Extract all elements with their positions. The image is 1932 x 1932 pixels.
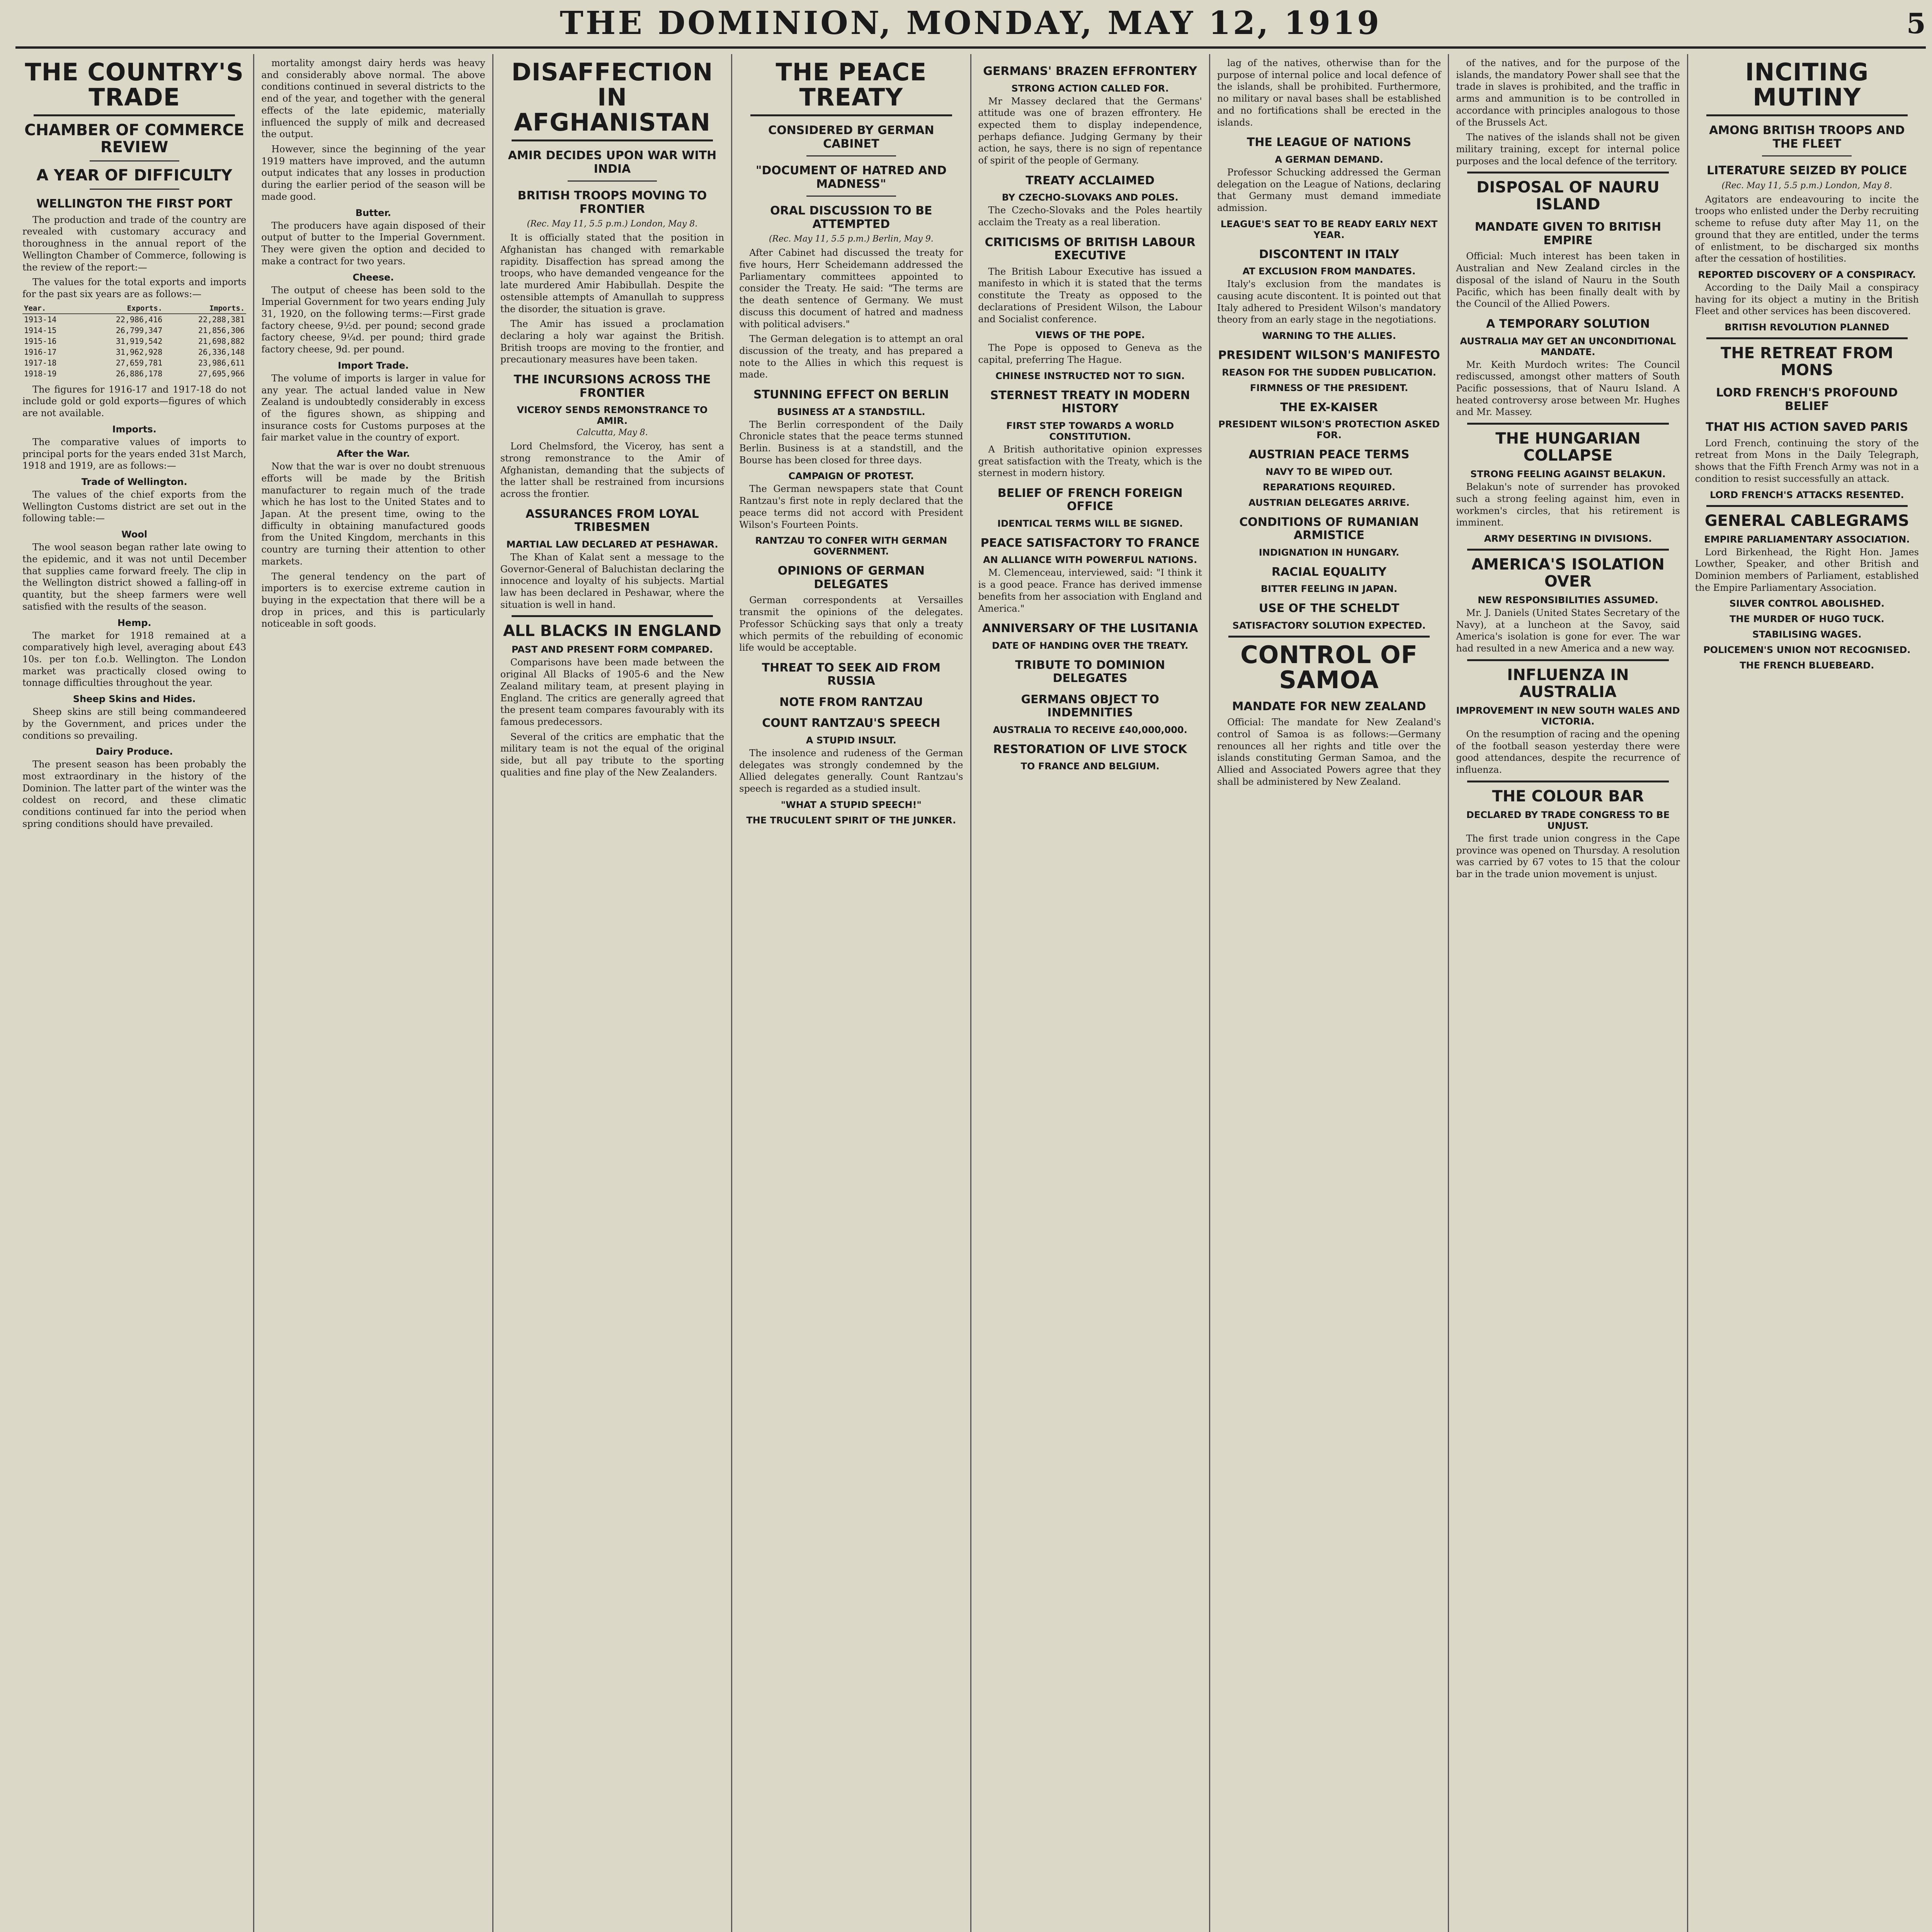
column-6 [1210,54,1449,1932]
page-number: 5 [1906,7,1926,40]
article-paragraph: However, since the beginning of the year 1919 matters have improved, and the autumn output indicates that any losses in production during the earlier period of the season will be made good. [261,144,485,202]
article-paragraph: The comparative values of imports to principal ports for the years ended 31st March, 1918 and 1919, are as follows:— [22,436,247,471]
article-paragraph: of the natives, and for the purpose of the islands, the mandatory Power shall see that the trade in slaves is prohibited, and the traffic in arms and ammunition is to be controlled in accordance with principles analogous to those of the Brussels Act. [1456,58,1680,128]
section-heading: STRONG ACTION CALLED FOR. [1011,83,1169,94]
article-paragraph: Lord French, continuing the story of the retreat from Mons in the Daily Telegraph, shows that the Fifth French Army was not in a condition to resist successfully an attack. [1695,437,1919,484]
section-heading: WARNING TO THE ALLIES. [1262,330,1396,342]
divider [1228,636,1430,638]
subheadline: THREAT TO SEEK AID FROM RUSSIA [762,661,940,688]
subheadline: AUSTRIAN PEACE TERMS [1248,448,1410,462]
table-cell: 22,986,416 [116,315,163,324]
section-heading: BUSINESS AT A STANDSTILL. [777,406,925,417]
article-paragraph: The output of cheese has been sold to the Imperial Government for two years ending July 31, 1920, on the following terms:—First grade factory cheese, 9½d. per pound; second grade factory cheese, 9¼d. per pound; third grade factory cheese, 9d. per pound. [261,284,485,355]
table-cell: 1916-17 [24,347,57,357]
section-heading: NAVY TO BE WIPED OUT. [1265,466,1393,477]
section-heading: REPORTED DISCOVERY OF A CONSPIRACY. [1698,269,1916,280]
article-paragraph: The Czecho-Slovaks and the Poles heartily acclaim the Treaty as a real liberation. [978,205,1202,228]
section-heading: REPARATIONS REQUIRED. [1263,481,1396,493]
article-paragraph: Official: Much interest has been taken in Australian and New Zealand circles in the disposal of the island of Nauru in the South Pacific, which has been finally dealt with by the Council of the Allied Powers. [1456,251,1680,310]
divider [1706,114,1908,116]
section-heading: Wool [121,529,148,540]
table-header: Exports. [82,303,164,314]
subheadline: A TEMPORARY SOLUTION [1486,317,1650,331]
article-paragraph: The Khan of Kalat sent a message to the Governor-General of Baluchistan declaring the innocence and loyalty of his subjects. Martial law has been declared in Peshawar, where the situation is well in hand. [500,551,724,610]
dateline: (Rec. May 11, 5.5 p.m.) London, May 8. [527,219,698,229]
dateline: (Rec. May 11, 5.5 p.m.) Berlin, May 9. [769,234,934,244]
article-paragraph: The British Labour Executive has issued a manifesto in which it is stated that the terms constitute the Treaty as opposed to the declarations of President Wilson, the Labour and Socialist conference. [978,266,1202,325]
section-heading: LORD FRENCH'S ATTACKS RESENTED. [1709,489,1904,500]
table-header-row [22,303,246,314]
section-heading: BY CZECHO-SLOVAKS AND POLES. [1002,192,1179,203]
article-paragraph: German correspondents at Versailles transmit the opinions of the delegates. Professor Schücking says that only a treaty which permits of the rebuilding of economic life would be acceptable. [739,595,963,653]
divider [512,615,713,617]
section-heading: TO FRANCE AND BELGIUM. [1020,761,1160,772]
subheadline: PEACE SATISFACTORY TO FRANCE [980,536,1200,550]
article-paragraph: Agitators are endeavouring to incite the troops who enlisted under the Derby recruiting scheme to refuse duty after May 11, on the ground that they are entitled, under the terms of enlistment, to be discharged six months after the cessation of hostilities. [1695,194,1919,264]
subheadline: CONSIDERED BY GERMAN CABINET [768,124,934,151]
section-heading: AUSTRALIA TO RECEIVE £40,000,000. [993,724,1187,735]
section-heading: After the War. [337,448,410,459]
headline: THE RETREAT FROM MONS [1721,344,1893,379]
column-2 [254,54,493,1932]
table-row [22,336,246,347]
article-paragraph: The German newspapers state that Count Rantzau's first note in reply declared that the peace terms did not accord with President Wilson's Fourteen Points. [739,483,963,530]
table-row [22,368,246,379]
subheadline: RACIAL EQUALITY [1271,565,1387,579]
section-heading: IDENTICAL TERMS WILL BE SIGNED. [997,518,1183,529]
divider [90,160,179,162]
subheadline: TRIBUTE TO DOMINION DELEGATES [1015,658,1165,685]
table-cell: 26,336,148 [198,347,245,357]
table-row [22,325,246,336]
divider [1706,337,1908,339]
article-paragraph: On the resumption of racing and the opening of the football season yesterday there were good attendances, despite the recurrence of influenza. [1456,728,1680,776]
article-paragraph: Lord Chelmsford, the Viceroy, has sent a strong remonstrance to the Amir of Afghanistan, demanding that the subjects of the latter shall be restrained from incursions across the frontier. [500,441,724,500]
article-paragraph: Professor Schucking addressed the German delegation on the League of Nations, declaring that Germany must demand immediate admission. [1217,167,1441,213]
article-paragraph: Mr. J. Daniels (United States Secretary of the Navy), at a luncheon at the Savoy, said America's isolation is gone for ever. The war had resulted in a new America and a new way. [1456,607,1680,654]
section-heading: Butter. [355,207,391,218]
subheadline: "DOCUMENT OF HATRED AND MADNESS" [755,164,947,191]
article-paragraph: Lord Birkenhead, the Right Hon. James Lowther, Speaker, and other British and Dominion members of Parliament, established the Empire Parliamentary Association. [1695,546,1919,593]
dateline: Calcutta, May 8. [577,428,648,438]
section-heading: DECLARED BY TRADE CONGRESS TO BE UNJUST. [1466,809,1670,831]
divider [568,180,657,182]
section-heading: NEW RESPONSIBILITIES ASSUMED. [1478,595,1658,606]
article-paragraph: Belakun's note of surrender has provoked such a strong feeling against him, even in workmen's circles, that his retirement is imminent. [1456,481,1680,528]
article-paragraph: Several of the critics are emphatic that the military team is not the equal of the original side, but all pay tribute to the sporting qualities and fine play of the New Zealanders. [500,731,724,778]
subheadline: BELIEF OF FRENCH FOREIGN OFFICE [997,486,1183,514]
table-cell: 26,886,178 [116,369,163,378]
subheadline: MANDATE FOR NEW ZEALAND [1232,699,1426,713]
table-cell: 31,919,542 [116,336,163,346]
section-heading: ARMY DESERTING IN DIVISIONS. [1484,533,1652,544]
table-cell: 31,962,928 [116,347,163,357]
subheadline: MANDATE GIVEN TO BRITISH EMPIRE [1475,220,1662,247]
article-paragraph: The values for the total exports and imports for the past six years are as follows:— [22,277,247,299]
section-heading: INDIGNATION IN HUNGARY. [1259,547,1400,558]
section-heading: PAST AND PRESENT FORM COMPARED. [511,644,713,655]
article-paragraph: Now that the war is over no doubt strenuous efforts will be made by the British manufacturer to regain much of the trade which he has lost to the United States and to Japan. At the present time, owing to the difficulty in obtaining manufactured goods from the United Kingdom, merchants in this country are turning their attention to other markets. [261,461,485,567]
subheadline: ANNIVERSARY OF THE LUSITANIA [982,622,1198,636]
headline: AMERICA'S ISOLATION OVER [1471,556,1665,591]
subheadline: RESTORATION OF LIVE STOCK [993,742,1187,756]
headline: THE PEACE TREATY [776,58,927,112]
section-heading: AT EXCLUSION FROM MANDATES. [1242,266,1416,277]
article-paragraph: The market for 1918 remained at a comparatively high level, averaging about £43 10s. per ton f.o.b. Wellington. The London market was practically closed owing to tonnage difficulties throughout the year. [22,630,247,689]
subheadline: CRITICISMS OF BRITISH LABOUR EXECUTIVE [985,235,1196,263]
divider [750,114,952,116]
table-cell: 27,659,781 [116,358,163,367]
table-cell: 1918-19 [24,369,57,378]
subheadline: OPINIONS OF GERMAN DELEGATES [777,564,925,591]
section-heading: A STUPID INSULT. [806,735,896,746]
subheadline: DISCONTENT IN ITALY [1259,247,1399,261]
headline: THE COUNTRY'S TRADE [25,58,244,112]
divider [1467,781,1668,782]
article-paragraph: The German delegation is to attempt an oral discussion of the treaty, and has prepared a note to the Allies in which this request is made. [739,333,963,380]
section-heading: Trade of Wellington. [81,476,187,488]
divider [90,189,179,190]
subheadline: GERMANS OBJECT TO INDEMNITIES [1021,692,1159,720]
divider [806,196,896,197]
section-heading: BITTER FEELING IN JAPAN. [1260,583,1398,595]
article-paragraph: lag of the natives, otherwise than for the purpose of internal police and local defence of the islands, shall be prohibited. Furthermore, no military or naval bases shall be established and no fortifications shall be erected in the islands. [1217,58,1441,128]
subheadline: PRESIDENT WILSON'S MANIFESTO [1218,349,1440,362]
article-paragraph: The production and trade of the country are revealed with customary accuracy and thoroughness in the annual report of the Wellington Chamber of Commerce, following is the review of the report:— [22,214,247,273]
subheadline: AMIR DECIDES UPON WAR WITH INDIA [508,149,717,176]
section-heading: LEAGUE'S SEAT TO BE READY EARLY NEXT YEAR. [1220,218,1438,240]
headline: THE HUNGARIAN COLLAPSE [1495,430,1641,465]
section-heading: AUSTRALIA MAY GET AN UNCONDITIONAL MANDATE. [1460,335,1676,357]
headline: CONTROL OF SAMOA [1240,640,1418,694]
table-cell: 1915-16 [24,336,57,346]
headline: GENERAL CABLEGRAMS [1704,512,1909,530]
article-paragraph: The figures for 1916-17 and 1917-18 do not include gold or gold exports—figures of which are not available. [22,384,247,419]
article-paragraph: M. Clemenceau, interviewed, said: "I think it is a good peace. France has derived immense benefits from her association with England and America." [978,567,1202,614]
table-cell: 21,698,882 [198,336,245,346]
table-row [22,347,246,357]
trade-table [22,303,246,379]
article-paragraph: The Berlin correspondent of the Daily Chronicle states that the peace terms stunned Berlin. Business is at a standstill, and the Bourse has been closed for three days. [739,419,963,466]
subheadline: CHAMBER OF COMMERCE REVIEW [24,121,245,156]
section-heading: STABILISING WAGES. [1752,629,1862,640]
subheadline: ASSURANCES FROM LOYAL TRIBESMEN [526,507,699,534]
subheadline: NOTE FROM RANTZAU [779,695,923,709]
section-heading: STRONG FEELING AGAINST BELAKUN. [1470,469,1666,480]
article-paragraph: The Pope is opposed to Geneva as the capital, preferring The Hague. [978,342,1202,366]
article-paragraph: The general tendency on the part of importers is to exercise extreme caution in buying in the expectation that there will be a drop in prices, and this is particularly noticeable in soft goods. [261,571,485,629]
section-heading: BRITISH REVOLUTION PLANNED [1725,322,1889,333]
headline: DISAFFECTION IN AFGHANISTAN [511,58,713,137]
subheadline: STERNEST TREATY IN MODERN HISTORY [990,388,1190,416]
subheadline: THE EX-KAISER [1280,400,1378,414]
headline: INFLUENZA IN AUSTRALIA [1507,666,1629,701]
article-paragraph: The present season has been probably the most extraordinary in the history of the Dominion. The latter part of the winter was the coldest on record, and these climatic conditions continued far into the period when spring conditions should have prevailed. [22,759,247,829]
divider [512,139,713,141]
article-paragraph: Mr Massey declared that the Germans' attitude was one of brazen effrontery. He expected them to display independence, perhaps defiance. Judging Germany by their action, he says, there is no sign of repentance of spirit of the people of Germany. [978,95,1202,166]
column-5 [971,54,1210,1932]
table-cell: 21,856,306 [198,325,245,335]
article-paragraph: According to the Daily Mail a conspiracy having for its object a mutiny in the British Fleet and other services has been discovered. [1695,282,1919,317]
section-heading: PRESIDENT WILSON'S PROTECTION ASKED FOR. [1218,419,1440,441]
section-heading: DATE OF HANDING OVER THE TREATY. [992,640,1189,651]
section-heading: CHINESE INSTRUCTED NOT TO SIGN. [995,370,1185,381]
table-cell: 1913-14 [24,315,57,324]
section-heading: IMPROVEMENT IN NEW SOUTH WALES AND VICTORIA. [1456,705,1680,727]
subheadline: LITERATURE SEIZED BY POLICE [1707,164,1907,178]
section-heading: Cheese. [352,272,394,283]
section-heading: RANTZAU TO CONFER WITH GERMAN GOVERNMENT. [755,535,947,557]
divider [806,155,896,156]
section-heading: VICEROY SENDS REMONSTRANCE TO AMIR. [517,405,708,427]
newspaper-title: THE DOMINION, MONDAY, MAY 12, 1919 [560,5,1382,42]
article-paragraph: The Amir has issued a proclamation declaring a holy war against the British. British troops are moving to the frontier, and precautionary measures have been taken. [500,318,724,365]
section-heading: SILVER CONTROL ABOLISHED. [1729,598,1884,609]
article-paragraph: Sheep skins are still being commandeered by the Government, and prices under the conditions so prevailing. [22,706,247,741]
section-heading: POLICEMEN'S UNION NOT RECOGNISED. [1703,645,1911,656]
divider [1467,549,1668,551]
section-heading: MARTIAL LAW DECLARED AT PESHAWAR. [506,539,718,550]
article-paragraph: Mr. Keith Murdoch writes: The Council rediscussed, amongst other matters of South Pacific possessions, that of Nauru Island. A heated controversy arose between Mr. Hughes and Mr. Massey. [1456,359,1680,418]
article-paragraph: Italy's exclusion from the mandates is causing acute discontent. It is pointed out that Italy adhered to President Wilson's mandatory theory from an early stage in the negotiations. [1217,279,1441,325]
section-heading: EMPIRE PARLIAMENTARY ASSOCIATION. [1704,534,1910,545]
section-heading: THE MURDER OF HUGO TUCK. [1730,614,1884,625]
table-cell: 23,986,611 [198,358,245,367]
headline: THE COLOUR BAR [1492,787,1644,805]
table-cell: 1914-15 [24,325,57,335]
section-heading: Sheep Skins and Hides. [73,694,196,705]
table-cell: 22,288,381 [198,315,245,324]
section-heading: Imports. [112,423,156,435]
dateline: (Rec. May 11, 5.5 p.m.) London, May 8. [1721,180,1893,190]
headline: DISPOSAL OF NAURU ISLAND [1476,179,1660,214]
article-paragraph: Official: The mandate for New Zealand's control of Samoa is as follows:—Germany renounces all her rights and title over the islands constituting German Samoa, and the Allied and Associated Powers agree that they shall be administered by New Zealand. [1217,717,1441,787]
subheadline: AMONG BRITISH TROOPS AND THE FLEET [1709,124,1905,151]
divider [1467,659,1668,661]
article-paragraph: The insolence and rudeness of the German delegates was strongly condemned by the Allied delegates generally. Count Rantzau's speech is regarded as a studied insult. [739,747,963,794]
table-cell: 27,695,966 [198,369,245,378]
section-heading: FIRST STEP TOWARDS A WORLD CONSTITUTION. [1006,420,1174,442]
subheadline: THE INCURSIONS ACROSS THE FRONTIER [514,373,711,400]
subheadline: THAT HIS ACTION SAVED PARIS [1706,420,1908,434]
subheadline: TREATY ACCLAIMED [1026,173,1155,187]
column-1 [15,54,254,1932]
subheadline: GERMANS' BRAZEN EFFRONTERY [983,65,1197,78]
table-cell: 1917-18 [24,358,57,367]
subheadline: WELLINGTON THE FIRST PORT [36,197,233,211]
table-header: Year. [22,303,82,314]
column-4 [732,54,971,1932]
section-heading: A GERMAN DEMAND. [1275,154,1383,165]
section-heading: FIRMNESS OF THE PRESIDENT. [1250,382,1408,393]
subheadline: A YEAR OF DIFFICULTY [36,167,233,185]
column-8 [1688,54,1926,1932]
article-paragraph: The volume of imports is larger in value for any year. The actual landed value in New Zealand is undoubtedly considerably in excess of the figures shown, as shipping and insurance costs for Customs purposes at the fair market value in the country of export. [261,372,485,443]
subheadline: USE OF THE SCHELDT [1259,602,1400,616]
article-paragraph: The producers have again disposed of their output of butter to the Imperial Government. They were given the option and decided to make a contract for two years. [261,220,485,267]
article-paragraph: The first trade union congress in the Cape province was opened on Thursday. A resolution was carried by 67 votes to 15 that the colour bar in the trade union movement is unjust. [1456,833,1680,879]
subheadline: ORAL DISCUSSION TO BE ATTEMPTED [770,204,932,231]
table-row [22,357,246,368]
column-7 [1449,54,1688,1932]
section-heading: THE FRENCH BLUEBEARD. [1740,660,1874,671]
article-paragraph: The wool season began rather late owing to the epidemic, and it was not until December that supplies came forward freely. The clip in the Wellington district showed a falling-off in quantity, but the sheep farmers were well satisfied with the results of the season. [22,542,247,612]
article-paragraph: A British authoritative opinion expresses great satisfaction with the Treaty, which is the sternest in modern history. [978,444,1202,479]
subheadline: CONDITIONS OF RUMANIAN ARMISTICE [1239,515,1419,543]
article-paragraph: It is officially stated that the position in Afghanistan has changed with remarkable rapidity. Disaffection has spread among the troops, who have demanded vengeance for the late murdered Amir Habibullah. Despite the ostensible attempts of Amanullah to suppress the disorder, the situation is grave. [500,232,724,315]
column-3 [493,54,732,1932]
divider [1762,155,1852,156]
divider [1467,172,1668,173]
subheadline: THE LEAGUE OF NATIONS [1247,136,1412,150]
section-heading: CAMPAIGN OF PROTEST. [788,471,914,482]
subheadline: BRITISH TROOPS MOVING TO FRONTIER [517,189,707,216]
section-heading: Dairy Produce. [95,746,173,757]
headline: INCITING MUTINY [1745,58,1869,112]
table-cell: 26,799,347 [116,325,163,335]
section-heading: THE TRUCULENT SPIRIT OF THE JUNKER. [746,815,956,826]
masthead [15,0,1926,49]
section-heading: AUSTRIAN DELEGATES ARRIVE. [1248,497,1410,508]
subheadline: COUNT RANTZAU'S SPEECH [762,716,940,730]
article-paragraph: After Cabinet had discussed the treaty for five hours, Herr Scheidemann addressed the Parliamentary committees appointed to consider the Treaty. He said: "The terms are the death sentence of Germany. We must discuss this document of hatred and madness with political advisers." [739,247,963,330]
subheadline: LORD FRENCH'S PROFOUND BELIEF [1716,386,1898,413]
section-heading: Hemp. [117,617,151,628]
section-heading: "WHAT A STUPID SPEECH!" [781,799,922,810]
subheadline: STUNNING EFFECT ON BERLIN [753,388,949,402]
table-header: Imports. [164,303,246,314]
divider [1467,423,1668,425]
divider [1706,505,1908,507]
section-heading: Import Trade. [338,360,409,371]
article-paragraph: The values of the chief exports from the Wellington Customs district are set out in the following table:— [22,489,247,524]
divider [34,114,235,116]
article-paragraph: mortality amongst dairy herds was heavy and considerably above normal. The above conditions continued in several districts to the end of the year, and together with the general effects of the late epidemic, materially influenced the supply of milk and decreased the output. [261,58,485,140]
section-heading: REASON FOR THE SUDDEN PUBLICATION. [1222,367,1436,378]
table-row [22,314,246,325]
section-heading: VIEWS OF THE POPE. [1035,330,1145,341]
article-paragraph: The natives of the islands shall not be given military training, except for internal police purposes and the local defence of the territory. [1456,132,1680,167]
section-heading: AN ALLIANCE WITH POWERFUL NATIONS. [983,554,1197,566]
article-paragraph: Comparisons have been made between the original All Blacks of 1905-6 and the New Zealand military team, at present playing in England. The critics are generally agreed that the present team compares favourably with its famous predecessors. [500,657,724,727]
section-heading: SATISFACTORY SOLUTION EXPECTED. [1232,620,1426,631]
headline: ALL BLACKS IN ENGLAND [503,622,721,640]
columns [15,54,1926,1932]
